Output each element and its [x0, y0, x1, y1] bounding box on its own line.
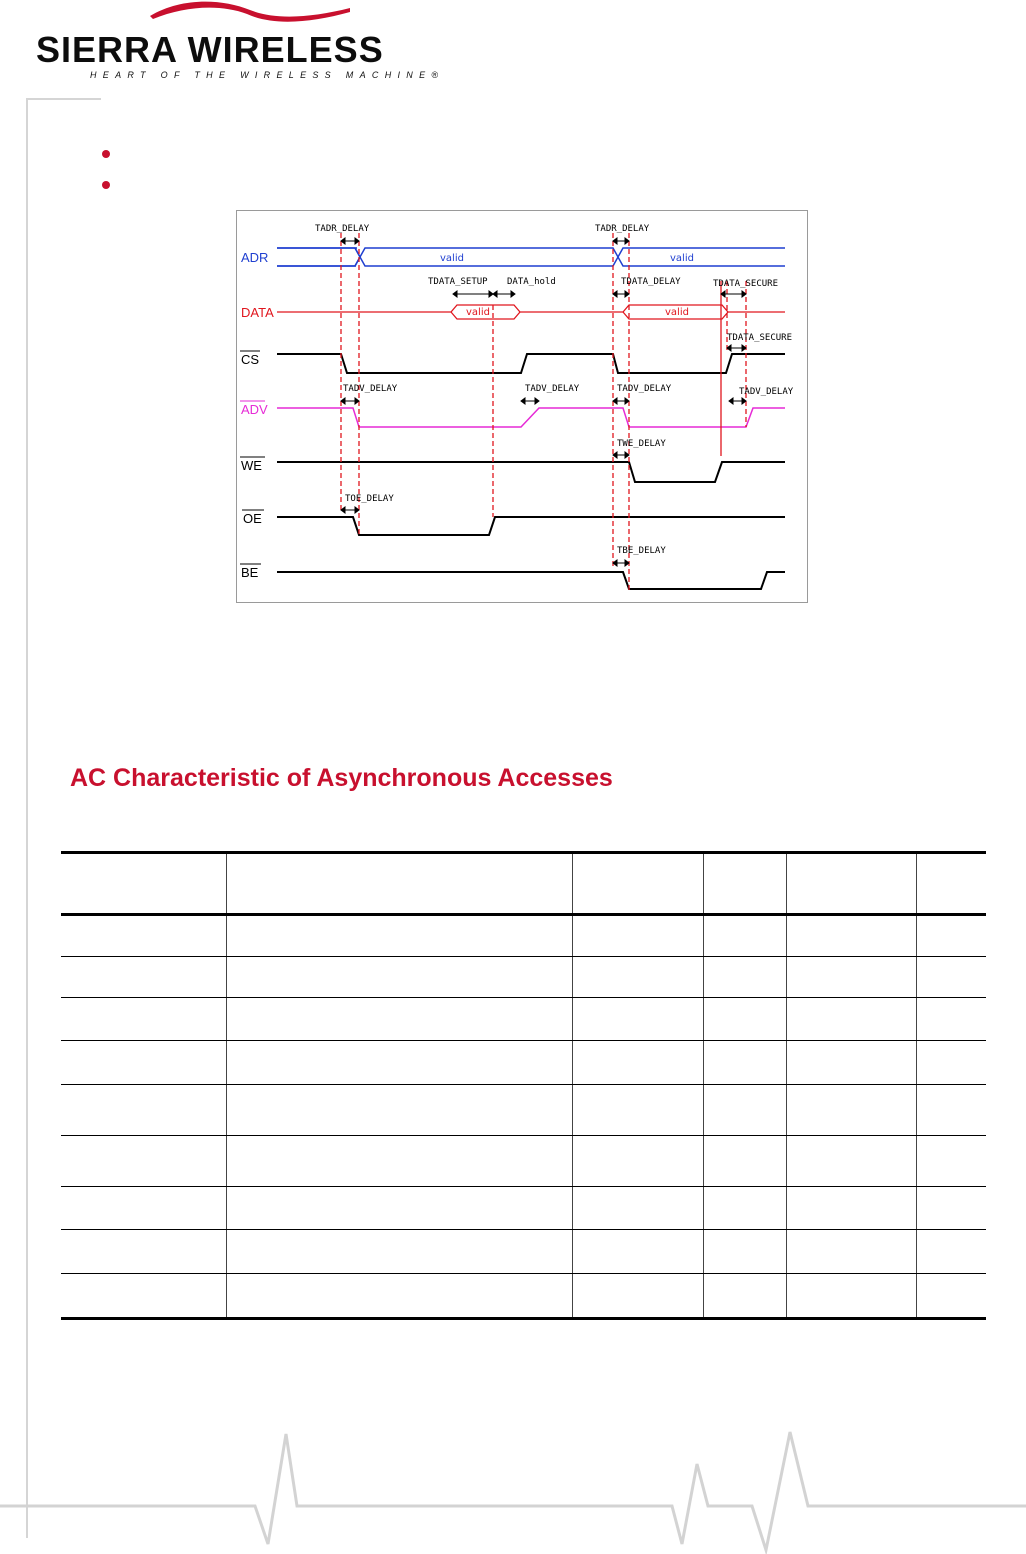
data-waveform: [277, 305, 785, 319]
table-cell: [226, 1187, 572, 1230]
table-cell: [61, 1136, 226, 1187]
table-cell: [916, 1136, 986, 1187]
table-cell: [786, 1274, 916, 1319]
adv-waveform: [277, 408, 785, 427]
table-cell: [226, 1274, 572, 1319]
be-waveform: [277, 572, 785, 589]
data-valid-label-1: valid: [466, 307, 490, 318]
adr-valid-label-1: valid: [440, 253, 464, 264]
table-cell: [226, 998, 572, 1041]
label-data-hold: DATA_hold: [507, 277, 556, 287]
table-cell: [786, 915, 916, 957]
table-row: [61, 1274, 986, 1319]
table-cell: [703, 957, 786, 998]
table-cell: [61, 1085, 226, 1136]
table-cell: [786, 1085, 916, 1136]
table-cell: [786, 957, 916, 998]
label-adv-delay-2: TADV_DELAY: [525, 384, 580, 394]
table-cell: [786, 1187, 916, 1230]
table-cell: [703, 1274, 786, 1319]
table-cell: [226, 1085, 572, 1136]
table-cell: [916, 1274, 986, 1319]
footer-heartbeat-line: [0, 1428, 1026, 1554]
label-adr-delay-1: TADR_DELAY: [315, 224, 370, 234]
brand-logo-text: SIERRA WIRELESS: [36, 29, 384, 70]
table-cell: [916, 1041, 986, 1085]
table-cell: [226, 957, 572, 998]
data-valid-label-2: valid: [665, 307, 689, 318]
cs-waveform: [277, 354, 785, 373]
table-cell: [572, 1041, 703, 1085]
table-cell: [61, 998, 226, 1041]
table-cell: [61, 1041, 226, 1085]
adr-valid-label-2: valid: [670, 253, 694, 264]
table-cell: [703, 998, 786, 1041]
label-adv-delay-3: TADV_DELAY: [617, 384, 672, 394]
table-cell: [61, 1274, 226, 1319]
bullet-1: [102, 150, 110, 158]
table-cell: [572, 998, 703, 1041]
table-cell: [572, 1136, 703, 1187]
page-frame-left: [26, 98, 28, 1538]
section-title: AC Characteristic of Asynchronous Accesses: [70, 764, 613, 792]
table-cell: [226, 1041, 572, 1085]
table-row: [61, 957, 986, 998]
label-data-delay: TDATA_DELAY: [621, 277, 681, 287]
table-header-cell: [703, 853, 786, 915]
label-adr-delay-2: TADR_DELAY: [595, 224, 650, 234]
table-header-cell: [572, 853, 703, 915]
table-cell: [786, 1136, 916, 1187]
table-cell: [703, 1187, 786, 1230]
label-adv-delay-1: TADV_DELAY: [343, 384, 398, 394]
table-cell: [572, 1274, 703, 1319]
label-be-delay: TBE_DELAY: [617, 546, 666, 556]
table-row: [61, 1187, 986, 1230]
table-cell: [226, 915, 572, 957]
ac-characteristics-table: [61, 851, 986, 1320]
table-row: [61, 1136, 986, 1187]
label-we-delay: TWE_DELAY: [617, 439, 666, 449]
table-cell: [786, 1230, 916, 1274]
signal-label-be: BE: [241, 565, 259, 580]
signal-label-cs: CS: [241, 352, 260, 367]
table-cell: [916, 1187, 986, 1230]
page-frame-top: [26, 98, 101, 100]
table-cell: [916, 1230, 986, 1274]
signal-label-data: DATA: [241, 305, 274, 320]
table-cell: [916, 957, 986, 998]
table-cell: [226, 1230, 572, 1274]
table-cell: [916, 915, 986, 957]
signal-label-we: WE: [241, 458, 262, 473]
label-data-secure-2: TDATA_SECURE: [727, 333, 793, 343]
oe-waveform: [277, 517, 785, 535]
table-cell: [61, 1230, 226, 1274]
table-cell: [61, 957, 226, 998]
table-cell: [703, 1041, 786, 1085]
label-adv-delay-4: TADV_DELAY: [739, 387, 794, 397]
table-cell: [916, 998, 986, 1041]
adr-waveform: [277, 248, 785, 266]
brand-tagline: HEART OF THE WIRELESS MACHINE®: [90, 70, 445, 80]
we-waveform: [277, 462, 785, 482]
table-cell: [703, 1085, 786, 1136]
table-cell: [572, 1085, 703, 1136]
table-cell: [703, 1136, 786, 1187]
table-cell: [226, 1136, 572, 1187]
table-header-cell: [226, 853, 572, 915]
table-cell: [786, 1041, 916, 1085]
table-cell: [786, 998, 916, 1041]
signal-label-oe: OE: [243, 511, 262, 526]
table-row: [61, 915, 986, 957]
label-data-secure-1: TDATA_SECURE: [713, 279, 779, 289]
table-cell: [572, 1187, 703, 1230]
table-header-cell: [916, 853, 986, 915]
table-row: [61, 1230, 986, 1274]
bullet-2: [102, 181, 110, 189]
table-cell: [703, 1230, 786, 1274]
table-header-cell: [61, 853, 226, 915]
table-cell: [572, 957, 703, 998]
table-cell: [703, 915, 786, 957]
signal-label-adr: ADR: [241, 250, 269, 265]
table-cell: [916, 1085, 986, 1136]
table-cell: [61, 1187, 226, 1230]
table-row: [61, 1041, 986, 1085]
timing-diagram: [236, 210, 808, 603]
table-cell: [61, 915, 226, 957]
label-data-setup: TDATA_SETUP: [428, 277, 488, 287]
table-cell: [572, 915, 703, 957]
table-row: [61, 1085, 986, 1136]
table-header-cell: [786, 853, 916, 915]
table-row: [61, 998, 986, 1041]
table-cell: [572, 1230, 703, 1274]
signal-label-adv: ADV: [241, 402, 268, 417]
table-header-row: [61, 853, 986, 915]
label-oe-delay: TOE_DELAY: [345, 494, 394, 504]
logo-swoosh: [145, 0, 355, 24]
